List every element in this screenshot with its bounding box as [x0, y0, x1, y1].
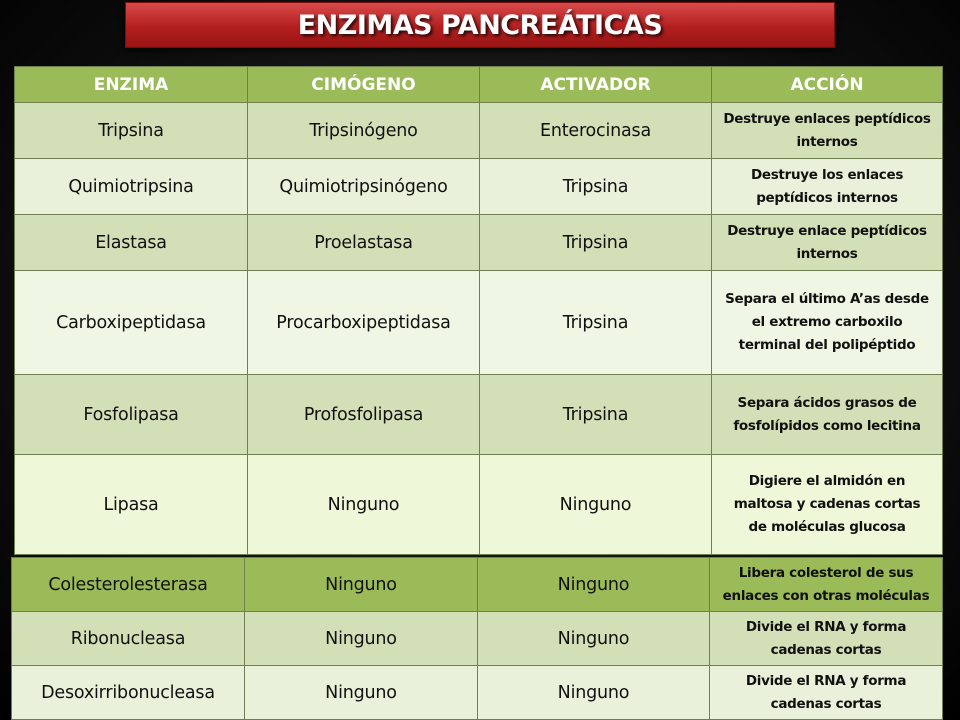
accion-line: peptídicos internos: [756, 189, 898, 206]
enzima-cell: Desoxirribonucleasa: [12, 666, 245, 720]
column-header-activador: ACTIVADOR: [480, 67, 712, 103]
activador-cell: Enterocinasa: [480, 103, 712, 159]
activador-cell: Ninguno: [478, 558, 710, 612]
activador-cell: Ninguno: [478, 666, 710, 720]
table-row: [15, 103, 943, 159]
table-header-row: [15, 67, 943, 103]
accion-line: Destruye enlaces peptídicos: [723, 110, 931, 127]
table-row: [15, 455, 943, 555]
accion-cell: [710, 612, 943, 666]
slide-title-banner: [125, 2, 835, 48]
cimogeno-cell: Proelastasa: [248, 215, 480, 271]
table-row: [12, 666, 943, 720]
accion-line: cadenas cortas: [770, 695, 882, 712]
activador-cell: Tripsina: [480, 215, 712, 271]
enzymes-table: [14, 66, 943, 555]
accion-line: Separa el último A’as desde: [725, 291, 929, 307]
accion-line: Digiere el almidón en: [748, 473, 906, 489]
accion-line: Destruye los enlaces: [750, 166, 904, 183]
enzima-cell: Tripsina: [15, 103, 248, 159]
table-row: [15, 375, 943, 455]
accion-line: Libera colesterol de sus: [738, 564, 914, 581]
table-row: [12, 612, 943, 666]
cimogeno-cell: Profosfolipasa: [248, 375, 480, 455]
accion-line: terminal del polipéptido: [738, 337, 916, 353]
accion-cell: [712, 103, 943, 159]
accion-line: internos: [796, 245, 858, 262]
table-row: [15, 271, 943, 375]
accion-line: Separa ácidos grasos de: [737, 394, 917, 411]
enzima-cell: Colesterolesterasa: [12, 558, 245, 612]
accion-cell: [712, 159, 943, 215]
slide-title: ENZIMAS PANCREÁTICAS: [297, 9, 663, 41]
cimogeno-cell: Procarboxipeptidasa: [248, 271, 480, 375]
accion-cell: [712, 375, 943, 455]
cimogeno-cell: Ninguno: [245, 558, 478, 612]
cimogeno-cell: Tripsinógeno: [248, 103, 480, 159]
enzima-cell: Lipasa: [15, 455, 248, 555]
enzymes-table-continued: [11, 557, 943, 720]
cimogeno-cell: Ninguno: [248, 455, 480, 555]
enzima-cell: Elastasa: [15, 215, 248, 271]
accion-line: maltosa y cadenas cortas: [733, 496, 921, 512]
table-row: [15, 159, 943, 215]
accion-line: Destruye enlace peptídicos: [727, 222, 927, 239]
accion-line: cadenas cortas: [770, 641, 882, 658]
activador-cell: Ninguno: [478, 612, 710, 666]
column-header-cimogeno: CIMÓGENO: [248, 67, 480, 103]
accion-line: enlaces con otras moléculas: [722, 587, 930, 604]
table-row: [12, 558, 943, 612]
activador-cell: Ninguno: [480, 455, 712, 555]
enzima-cell: Carboxipeptidasa: [15, 271, 248, 375]
activador-cell: Tripsina: [480, 375, 712, 455]
enzima-cell: Fosfolipasa: [15, 375, 248, 455]
accion-line: de moléculas glucosa: [748, 519, 906, 535]
accion-cell: [710, 558, 943, 612]
accion-line: Divide el RNA y forma: [745, 618, 907, 635]
accion-cell: [710, 666, 943, 720]
enzima-cell: Quimiotripsina: [15, 159, 248, 215]
accion-line: fosfolípidos como lecitina: [733, 417, 921, 434]
accion-line: el extremo carboxilo: [751, 314, 903, 330]
cimogeno-cell: Quimiotripsinógeno: [248, 159, 480, 215]
column-header-enzima: ENZIMA: [15, 67, 248, 103]
accion-cell: [712, 271, 943, 375]
activador-cell: Tripsina: [480, 159, 712, 215]
accion-line: Divide el RNA y forma: [745, 672, 907, 689]
column-header-accion: ACCIÓN: [712, 67, 943, 103]
activador-cell: Tripsina: [480, 271, 712, 375]
table-row: [15, 215, 943, 271]
accion-cell: [712, 455, 943, 555]
cimogeno-cell: Ninguno: [245, 612, 478, 666]
accion-line: internos: [796, 133, 858, 150]
accion-cell: [712, 215, 943, 271]
enzima-cell: Ribonucleasa: [12, 612, 245, 666]
cimogeno-cell: Ninguno: [245, 666, 478, 720]
